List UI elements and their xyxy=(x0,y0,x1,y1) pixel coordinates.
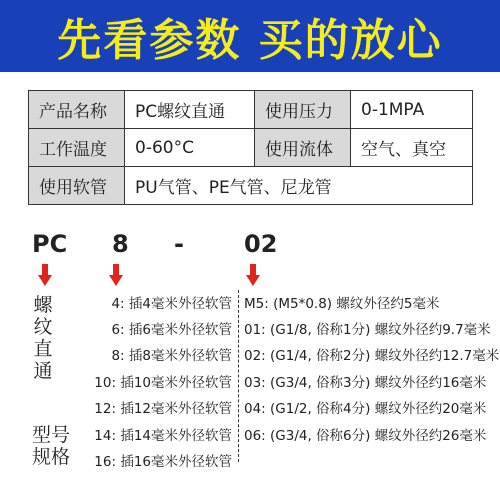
list-item: 02: (G1/4, 俗称2分) 螺纹外径约12.7毫米 xyxy=(244,348,500,364)
spec-label: 产品名称 xyxy=(29,91,125,129)
spec-row xyxy=(29,91,473,129)
label-char: 直 xyxy=(33,338,53,360)
code-tube-size: 8 xyxy=(112,230,129,258)
thread-label-vertical xyxy=(32,294,54,382)
red-arrow-down-icon xyxy=(109,264,123,286)
list-item: 16: 插16毫米外径软管 xyxy=(94,454,232,470)
list-item: 03: (G3/4, 俗称3分) 螺纹外径约16毫米 xyxy=(244,375,487,391)
list-item: 10: 插10毫米外径软管 xyxy=(94,375,232,391)
red-arrow-down-icon xyxy=(246,264,260,286)
spec-value: 0-60°C xyxy=(125,129,255,167)
list-item: 04: (G1/2, 俗称4分) 螺纹外径约20毫米 xyxy=(244,401,487,417)
spec-table xyxy=(28,90,473,205)
list-item: 06: (G3/4, 俗称6分) 螺纹外径约26毫米 xyxy=(244,428,487,444)
spec-row xyxy=(29,129,473,167)
list-item: 6: 插6毫米外径软管 xyxy=(111,322,232,338)
code-separator: - xyxy=(174,230,184,258)
label-char: 纹 xyxy=(33,316,53,338)
model-code xyxy=(0,230,500,260)
spec-label: 使用软管 xyxy=(29,167,125,205)
red-arrow-down-icon xyxy=(38,264,52,286)
banner-title: 先看参数 买的放心 xyxy=(57,15,443,66)
spec-row xyxy=(29,167,473,205)
spec-label: 使用压力 xyxy=(255,91,351,129)
list-item: M5: (M5*0.8) 螺纹外径约5毫米 xyxy=(244,296,440,312)
label-char: 通 xyxy=(33,360,53,382)
spec-value: 0-1MPA xyxy=(351,91,473,129)
list-item: 8: 插8毫米外径软管 xyxy=(111,348,232,364)
code-thread-size: 02 xyxy=(244,230,278,258)
list-item: 14: 插14毫米外径软管 xyxy=(94,428,232,444)
label-char: 螺 xyxy=(33,294,53,316)
list-item: 12: 插12毫米外径软管 xyxy=(94,401,232,417)
list-item: 01: (G1/8, 俗称1分) 螺纹外径约9.7毫米 xyxy=(244,322,491,338)
spec-label: 工作温度 xyxy=(29,129,125,167)
model-label-line2: 规格 xyxy=(32,446,71,468)
divider-dashed xyxy=(238,290,239,462)
spec-value: PC螺纹直通 xyxy=(125,91,255,129)
code-series: PC xyxy=(32,230,68,258)
thread-size-list xyxy=(244,292,498,452)
model-label-line1: 型号 xyxy=(32,424,71,446)
spec-label: 使用流体 xyxy=(255,129,351,167)
spec-value: 空气、真空 xyxy=(351,129,473,167)
header-banner xyxy=(0,0,500,72)
tube-size-list xyxy=(60,292,232,472)
list-item: 4: 插4毫米外径软管 xyxy=(111,296,232,312)
spec-value: PU气管、PE气管、尼龙管 xyxy=(125,167,473,205)
